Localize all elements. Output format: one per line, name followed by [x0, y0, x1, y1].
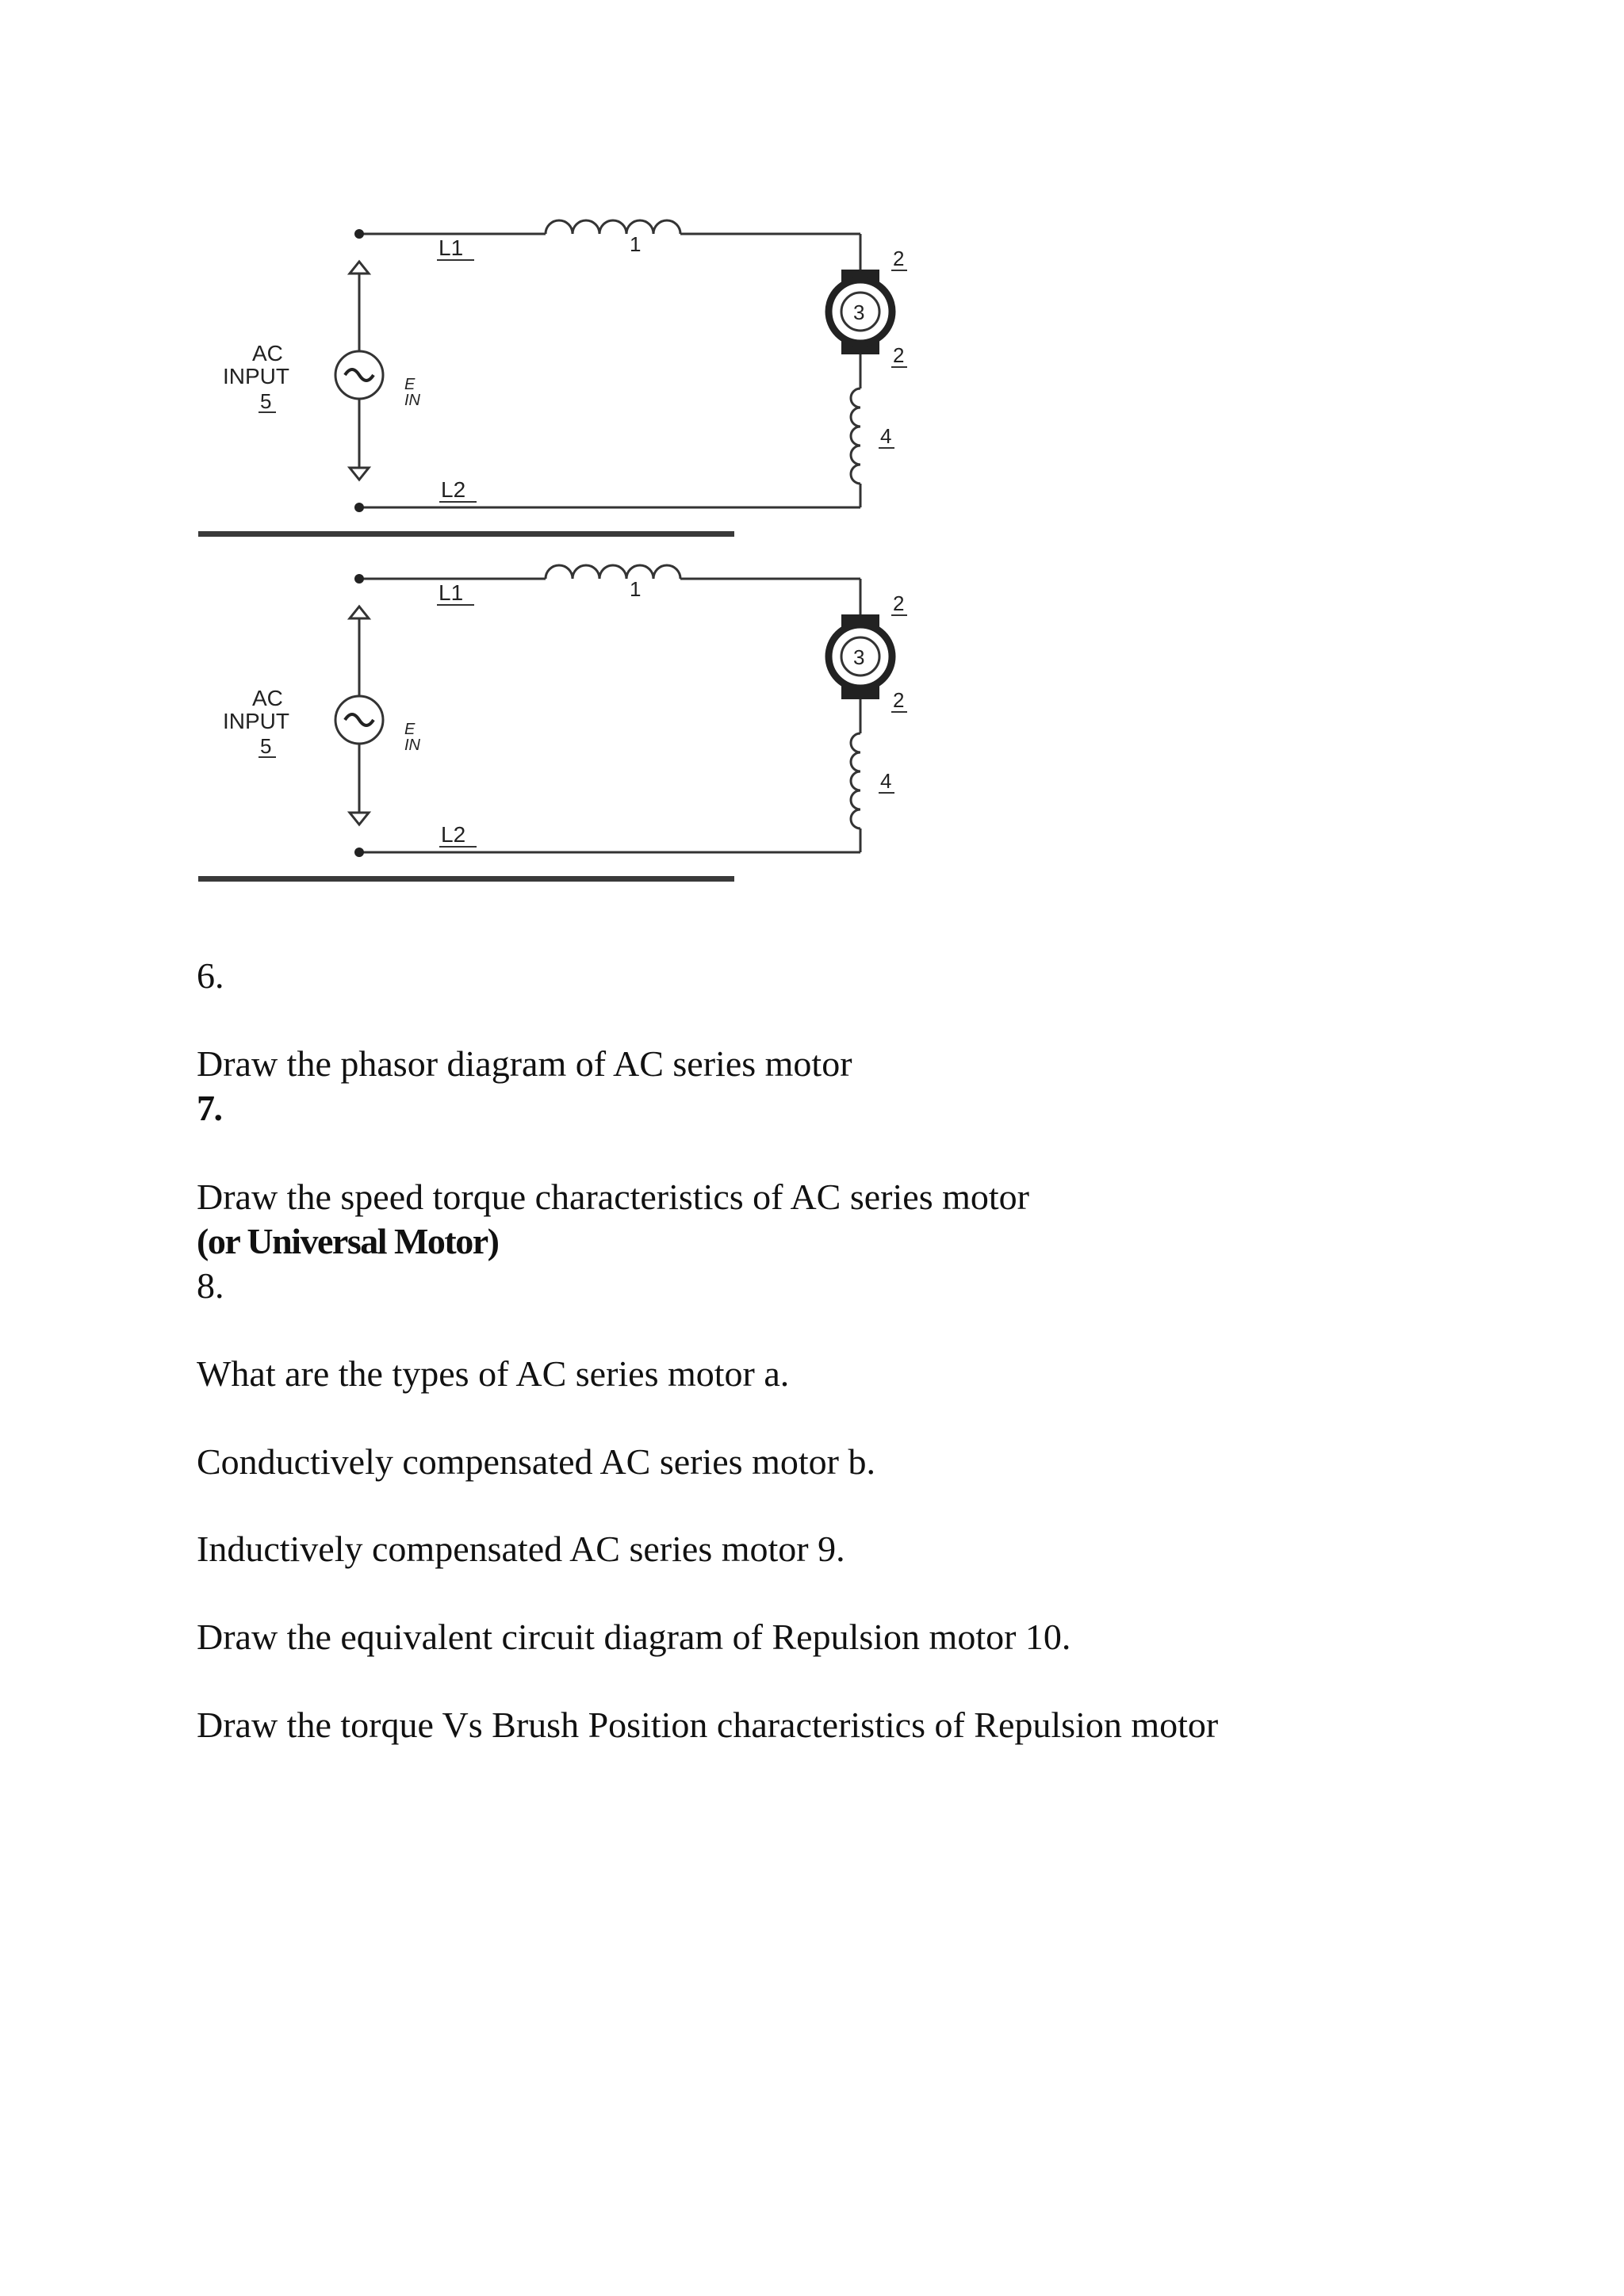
- arrow-up-icon: [350, 607, 369, 618]
- arrow-down-icon: [350, 468, 369, 480]
- label-in: IN: [404, 737, 420, 754]
- label-brush-top: 2: [893, 591, 905, 615]
- question-10-text: Draw the torque Vs Brush Position characteristics of Repulsion motor: [197, 1705, 1219, 1745]
- question-8-text: What are the types of AC series motor a.: [197, 1353, 790, 1394]
- compensating-coil-4: [851, 388, 860, 484]
- arrow-down-icon: [350, 813, 369, 825]
- label-brush-top: 2: [893, 247, 905, 270]
- question-7-text: Draw the speed torque characteristics of AC series motor: [197, 1177, 1029, 1217]
- arrow-up-icon: [350, 262, 369, 274]
- label-e: E: [404, 376, 416, 393]
- field-coil-1: [546, 565, 680, 579]
- compensating-coil-4: [851, 733, 860, 828]
- label-input: INPUT: [223, 364, 289, 388]
- circuit-diagram-top: [197, 210, 990, 547]
- label-armature: 3: [853, 300, 865, 324]
- question-9-text: Draw the equivalent circuit diagram of Repulsion motor 10.: [197, 1617, 1071, 1657]
- label-e: E: [404, 721, 416, 738]
- question-7-subtext: (or Universal Motor): [197, 1221, 499, 1261]
- label-source-5: 5: [260, 389, 272, 413]
- separator-bar: [198, 531, 734, 537]
- field-coil-1: [546, 220, 680, 234]
- label-ac: AC: [252, 341, 283, 365]
- question-7-number: 7.: [197, 1088, 222, 1128]
- label-coil-4: 4: [880, 424, 892, 448]
- question-6-number: 6.: [197, 955, 224, 996]
- label-coil-1: 1: [630, 232, 642, 256]
- ac-series-motor-schematic: [197, 210, 990, 547]
- separator-bar: [198, 876, 734, 882]
- label-l2: L2: [441, 822, 466, 847]
- ac-source-icon: [335, 696, 383, 744]
- label-input: INPUT: [223, 709, 289, 733]
- label-brush-bottom: 2: [893, 343, 905, 367]
- ac-series-motor-schematic: [197, 555, 990, 892]
- label-coil-4: 4: [880, 769, 892, 793]
- label-l2: L2: [441, 477, 466, 502]
- question-8-number: 8.: [197, 1265, 224, 1306]
- circuit-diagram-bottom: [197, 555, 990, 892]
- terminal-l1: [354, 574, 364, 584]
- terminal-l1: [354, 229, 364, 239]
- label-coil-1: 1: [630, 577, 642, 601]
- label-armature: 3: [853, 645, 865, 669]
- question-6-text: Draw the phasor diagram of AC series motor: [197, 1043, 852, 1084]
- label-l1: L1: [439, 235, 464, 260]
- question-8-option-b: Inductively compensated AC series motor 9.: [197, 1529, 845, 1569]
- label-l1: L1: [439, 580, 464, 605]
- question-8-option-a: Conductively compensated AC series motor b.: [197, 1441, 875, 1482]
- label-ac: AC: [252, 686, 283, 710]
- terminal-l2: [354, 503, 364, 512]
- label-source-5: 5: [260, 734, 272, 758]
- terminal-l2: [354, 848, 364, 857]
- ac-source-icon: [335, 351, 383, 399]
- label-brush-bottom: 2: [893, 688, 905, 712]
- label-in: IN: [404, 392, 420, 409]
